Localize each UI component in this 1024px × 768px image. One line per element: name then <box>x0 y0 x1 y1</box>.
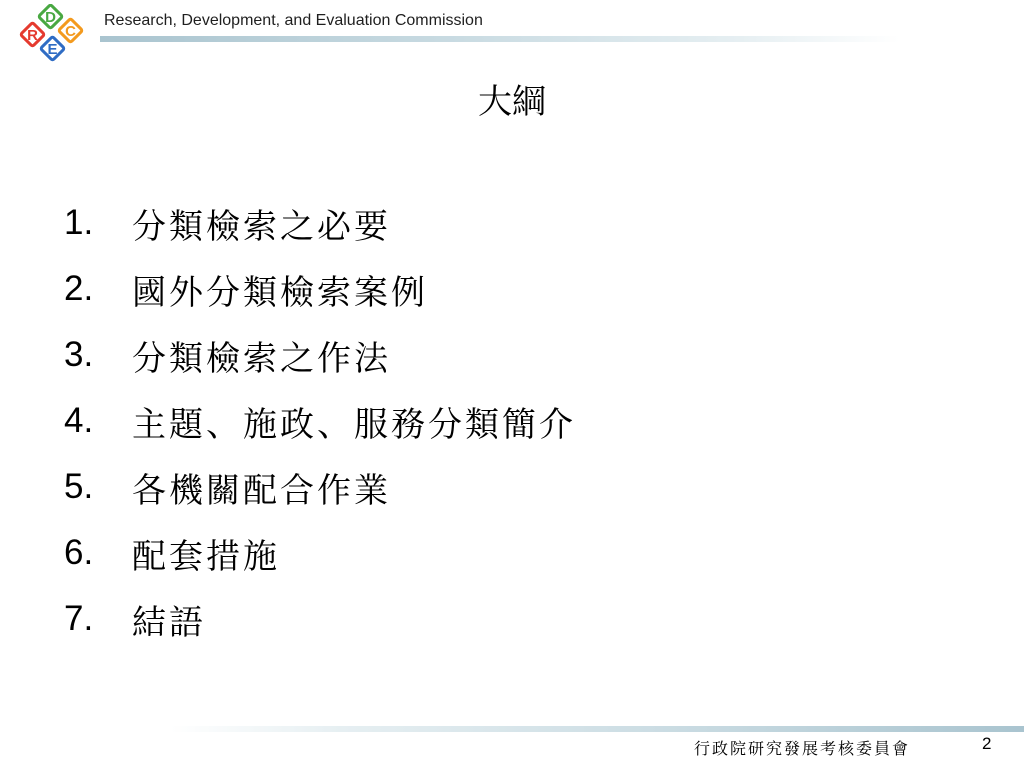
footer-organization: 行政院研究發展考核委員會 <box>694 739 911 758</box>
footer-divider <box>170 726 1024 732</box>
rdec-logo-icon <box>18 4 92 70</box>
logo-tile-e <box>40 36 64 60</box>
outline-number: 3. <box>64 335 94 374</box>
logo-tile-d <box>38 4 62 28</box>
outline-item-4 <box>64 388 576 454</box>
outline-text: 分類檢索之作法 <box>132 338 391 379</box>
outline-item-1 <box>64 190 576 256</box>
outline-text: 國外分類檢索案例 <box>132 272 428 313</box>
outline-item-5 <box>64 454 576 520</box>
outline-text: 主題、施政、服務分類簡介 <box>132 404 576 445</box>
slide-title: 大綱 <box>478 82 546 122</box>
logo-tile-c <box>58 18 82 42</box>
logo-letter-c: C <box>65 23 76 40</box>
outline-number: 2. <box>64 269 94 308</box>
outline-number: 1. <box>64 203 94 242</box>
outline-number: 5. <box>64 467 94 506</box>
outline-text: 分類檢索之必要 <box>132 206 391 247</box>
page-number: 2 <box>982 734 992 753</box>
outline-text: 各機關配合作業 <box>132 470 391 511</box>
outline-item-3 <box>64 322 576 388</box>
outline-text: 結語 <box>132 602 206 643</box>
outline-text: 配套措施 <box>132 536 280 577</box>
outline-number: 7. <box>64 599 94 638</box>
outline-list <box>64 190 576 652</box>
outline-item-2 <box>64 256 576 322</box>
outline-number: 6. <box>64 533 94 572</box>
logo-letter-e: E <box>47 41 58 58</box>
header-divider <box>100 36 900 42</box>
commission-name: Research, Development, and Evaluation Commission <box>104 12 483 29</box>
outline-number: 4. <box>64 401 94 440</box>
logo-letter-d: D <box>45 9 56 26</box>
logo-tile-r <box>20 22 44 46</box>
outline-item-6 <box>64 520 576 586</box>
logo-letter-r: R <box>27 27 38 44</box>
outline-item-7 <box>64 586 576 652</box>
